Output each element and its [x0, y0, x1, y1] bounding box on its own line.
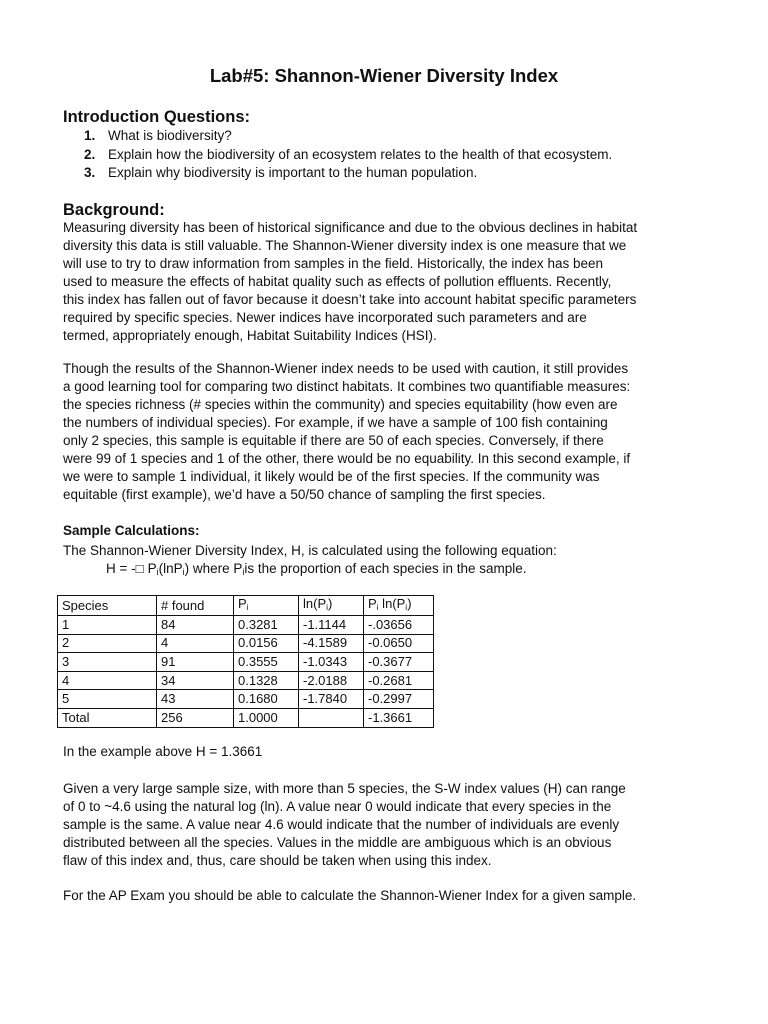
cell-species: 1	[58, 616, 157, 635]
cell-pi-ln-pi: -0.2681	[364, 671, 434, 690]
text-line: Though the results of the Shannon-Wiener index needs to be used with caution, it still provides	[63, 361, 629, 376]
page-title: Lab#5: Shannon-Wiener Diversity Index	[209, 65, 559, 86]
table-row	[58, 671, 434, 690]
question-text: Explain how the biodiversity of an ecosystem relates to the health of that ecosystem.	[108, 146, 613, 162]
header-ln: ln(P	[303, 596, 327, 611]
sample-intro-text	[63, 542, 723, 560]
cell-species: 3	[58, 653, 157, 672]
subscript-i: i	[405, 602, 408, 612]
question-text: Explain why biodiversity is important to the human population.	[108, 165, 478, 180]
header-pi	[234, 596, 299, 616]
subscript-i: i	[246, 602, 249, 612]
background-heading: Background:	[63, 201, 165, 219]
cell-pi-ln-pi: -.03656	[364, 616, 434, 635]
header-species: Species	[58, 596, 157, 616]
cell-found: 34	[157, 671, 234, 690]
cell-pi: 0.3281	[234, 616, 299, 635]
interpretation-paragraph	[63, 780, 723, 870]
question-number: 2.	[84, 146, 96, 162]
intro-question-list	[84, 127, 612, 183]
table-header-row	[58, 596, 434, 616]
equation-ln: (lnP	[158, 561, 183, 576]
subscript-i: i	[326, 602, 329, 612]
subscript-i: i	[376, 602, 379, 612]
cell-ln-pi: -1.7840	[299, 690, 364, 709]
header-p: P	[368, 596, 377, 611]
result-text	[63, 743, 723, 761]
cell-pi: 0.3555	[234, 653, 299, 672]
question-item	[84, 146, 612, 165]
table-row	[58, 653, 434, 672]
cell-pi: 0.1328	[234, 671, 299, 690]
cell-species: 2	[58, 634, 157, 653]
header-ln-pi	[299, 596, 364, 616]
text-line: diversity this data is still valuable. The Shannon-Wiener diversity index is one measure that we	[63, 238, 627, 253]
text-line: only 2 species, this sample is equitable if there are 50 of each species. Conversely, if there	[63, 433, 604, 448]
text-line: were 99 of 1 species and 1 of the other, there would be no equability. In this second example, if	[63, 451, 631, 466]
cell-species: 5	[58, 690, 157, 709]
cell-ln-pi: -2.0188	[299, 671, 364, 690]
shannon-equation	[106, 560, 527, 581]
text-line: the numbers of individual species). For example, if we have a sample of 100 fish containing	[63, 415, 608, 430]
question-item	[84, 127, 612, 146]
text-line: this index has fallen out of favor because it doesn’t take into account habitat specific parameters	[63, 292, 637, 307]
question-number: 1.	[84, 128, 96, 143]
subscript-i: i	[156, 567, 159, 577]
cell-ln-pi: -4.1589	[299, 634, 364, 653]
header-ln: ln(P	[378, 596, 406, 611]
text-line: of 0 to ~4.6 using the natural log (ln). A value near 0 would indicate that every species in the	[63, 799, 612, 814]
cell-found: 84	[157, 616, 234, 635]
cell-pi-ln-pi: -1.3661	[364, 708, 434, 727]
header-pi-ln-pi	[364, 596, 434, 616]
table-row	[58, 690, 434, 709]
background-paragraph-2	[63, 360, 723, 504]
calculation-table	[57, 595, 434, 728]
cell-pi: 1.0000	[234, 708, 299, 727]
text-line: flaw of this index and, thus, care should be taken when using this index.	[63, 853, 492, 868]
header-found: # found	[157, 596, 234, 616]
question-number: 3.	[84, 165, 96, 180]
cell-pi-ln-pi: -0.2997	[364, 690, 434, 709]
cell-species: 4	[58, 671, 157, 690]
sum-symbol: □	[135, 561, 144, 576]
text-line: For the AP Exam you should be able to calculate the Shannon-Wiener Index for a given sample.	[63, 888, 637, 903]
intro-heading: Introduction Questions:	[63, 108, 250, 126]
text-line: sample is the same. A value near 4.6 would indicate that the number of individuals are evenly	[63, 817, 620, 832]
table-row	[58, 634, 434, 653]
cell-pi-ln-pi: -0.3677	[364, 653, 434, 672]
equation-definition: is the proportion of each species in the sample.	[244, 561, 527, 576]
text-line: termed, appropriately enough, Habitat Suitability Indices (HSI).	[63, 328, 437, 343]
cell-pi-ln-pi: -0.0650	[364, 634, 434, 653]
question-item	[84, 164, 612, 183]
equation-lhs: H = -	[106, 561, 136, 576]
text-line: will use to try to draw information from samples in the field. Historically, the index has been	[63, 256, 603, 271]
cell-pi: 0.0156	[234, 634, 299, 653]
cell-ln-pi: -1.0343	[299, 653, 364, 672]
cell-found: 256	[157, 708, 234, 727]
header-close-paren: )	[328, 596, 333, 611]
sample-calculations-heading: Sample Calculations:	[63, 523, 200, 538]
text-line: used to measure the effects of habitat quality such as effects of pollution effluents. Recently,	[63, 274, 612, 289]
cell-species: Total	[58, 708, 157, 727]
text-line: required by specific species. Newer indices have incorporated such parameters and are	[63, 310, 587, 325]
question-text: What is biodiversity?	[108, 128, 232, 143]
text-line: a good learning tool for comparing two distinct habitats. It combines two quantifiable measures:	[63, 379, 631, 394]
text-line: Measuring diversity has been of historical significance and due to the obvious declines in habitat	[63, 220, 638, 235]
text-line: The Shannon-Wiener Diversity Index, H, is calculated using the following equation:	[63, 543, 557, 558]
text-line: Given a very large sample size, with more than 5 species, the S-W index values (H) can range	[63, 781, 626, 796]
text-line: we were to sample 1 individual, it likely would be of the first species. If the community was	[63, 469, 600, 484]
text-line: In the example above H = 1.3661	[63, 744, 263, 759]
table-total-row	[58, 708, 434, 727]
cell-found: 91	[157, 653, 234, 672]
background-paragraph-1	[63, 219, 723, 345]
header-close-paren: )	[407, 596, 412, 611]
cell-ln-pi	[299, 708, 364, 727]
cell-pi: 0.1680	[234, 690, 299, 709]
text-line: equitable (first example), we’d have a 50/50 chance of sampling the first species.	[63, 487, 546, 502]
text-line: the species richness (# species within the community) and species equitability (how even are	[63, 397, 618, 412]
header-p: P	[238, 596, 247, 611]
cell-found: 4	[157, 634, 234, 653]
equation-p: P	[147, 561, 157, 576]
ap-exam-note	[63, 887, 723, 905]
subscript-i: i	[182, 567, 185, 577]
equation-where: ) where P	[184, 561, 243, 576]
cell-found: 43	[157, 690, 234, 709]
subscript-i: i	[242, 567, 245, 577]
table-row	[58, 616, 434, 635]
cell-ln-pi: -1.1144	[299, 616, 364, 635]
text-line: distributed between all the species. Values in the middle are ambiguous which is an obvious	[63, 835, 612, 850]
